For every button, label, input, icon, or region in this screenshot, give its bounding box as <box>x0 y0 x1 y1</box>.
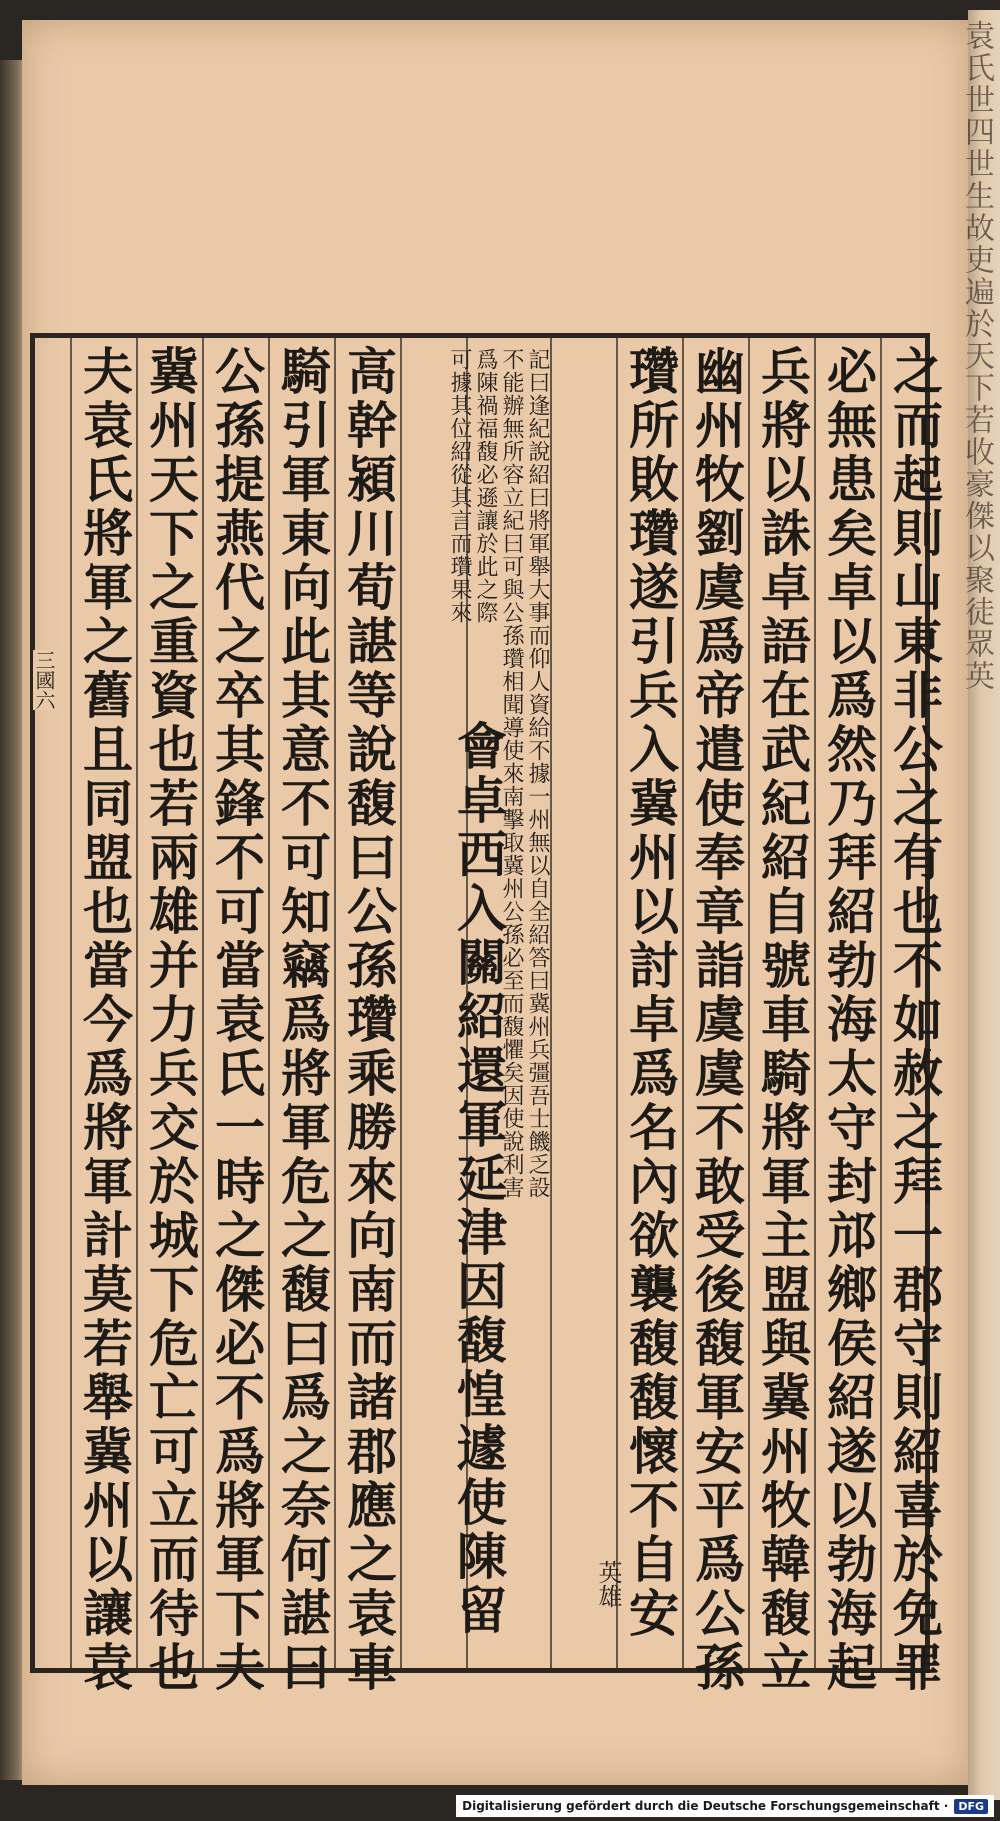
text-column-4: 幽州牧劉虞爲帝遣使奉章詣虞虞不敢受後馥軍安平爲公孫 <box>687 345 746 1695</box>
fold-label: 三國六 <box>33 650 59 710</box>
column-rule <box>616 338 618 1668</box>
column-rule <box>268 338 270 1668</box>
column-rule <box>202 338 204 1668</box>
column-rule <box>880 338 882 1668</box>
column-rule <box>136 338 138 1668</box>
text-column-7: 騎引軍東向此其意不可知竊爲將軍危之馥曰爲之奈何諶曰 <box>273 345 332 1695</box>
annotation-column-4: 可據其位紹從其言而瓚果來 <box>447 348 472 624</box>
annotation-column-2: 不能辦無所容立紀曰可與公孫瓚相聞導使來南擊取冀州公孫必至而馥懼矣因使說利害 <box>499 348 524 1199</box>
text-column-inline: 會卓西入關紹還軍延津因馥惶遽使陳留 <box>449 720 508 1638</box>
column-rule <box>334 338 336 1668</box>
column-rule <box>748 338 750 1668</box>
annotation-column-1: 記曰逢紀說紹曰將軍舉大事而仰人資給不據一州無以自全紹答曰冀州兵彊吾士饑乏設 <box>525 348 550 1199</box>
dfg-logo: DFG <box>954 1799 988 1814</box>
text-column-9: 冀州天下之重資也若兩雄并力兵交於城下危亡可立而待也 <box>141 345 200 1695</box>
text-column-6: 高幹潁川荀諶等說馥曰公孫瓚乘勝來向南而諸郡應之袁車 <box>339 345 398 1695</box>
annotation-column-3: 爲陳禍福馥必遜讓於此之際 <box>473 348 498 624</box>
digitization-credit <box>456 1795 994 1817</box>
note-mark: 英雄 <box>594 1560 622 1608</box>
column-rule <box>682 338 684 1668</box>
text-column-5: 瓚所敗瓚遂引兵入冀州以討卓爲名內欲襲馥馥懷不自安 <box>621 345 680 1641</box>
column-rule <box>400 338 402 1668</box>
text-column-3: 兵將以誅卓語在武紀紹自號車騎將軍主盟與冀州牧韓馥立 <box>753 345 812 1695</box>
credit-text: Digitalisierung gefördert durch die Deutsche Forschungsgemeinschaft · <box>462 1799 949 1813</box>
column-rule <box>814 338 816 1668</box>
text-column-8: 公孫提燕代之卒其鋒不可當袁氏一時之傑必不爲將軍下夫 <box>207 345 266 1695</box>
facing-page-text: 袁氏世四世生故吏遍於天下若收豪傑以聚徒眾英 <box>959 20 994 692</box>
column-rule <box>70 338 72 1668</box>
text-column-1: 之而起則山東非公之有也不如赦之拜一郡守則紹喜於免罪 <box>885 345 944 1695</box>
text-column-2: 必無患矣卓以爲然乃拜紹勃海太守封邟鄉侯紹遂以勃海起 <box>819 345 878 1695</box>
text-column-10: 夫袁氏將軍之舊且同盟也當今爲將軍計莫若舉冀州以讓袁 <box>75 345 134 1695</box>
